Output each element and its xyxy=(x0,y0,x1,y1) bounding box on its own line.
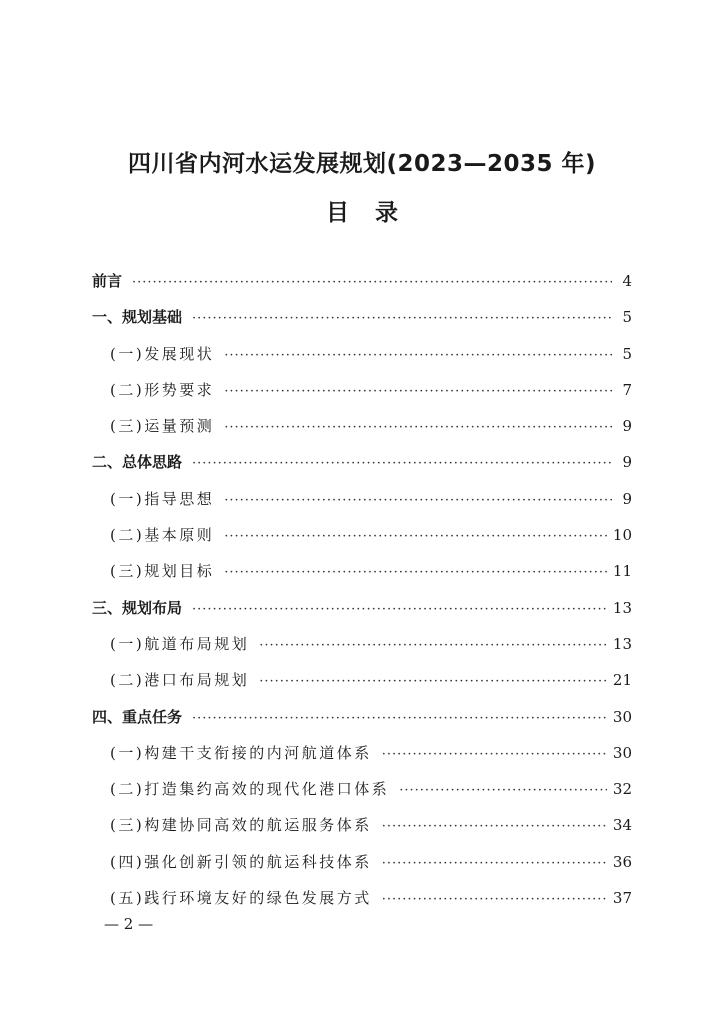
toc-entry-label: (三)运量预测 xyxy=(110,417,215,436)
toc-entry-page-number: 9 xyxy=(622,489,632,508)
toc-entry-page-number: 11 xyxy=(612,562,632,581)
toc-entry-page-number: 5 xyxy=(622,344,632,363)
toc-entry-page-number: 32 xyxy=(612,780,632,799)
toc-entry-label: (二)港口布局规划 xyxy=(110,671,250,690)
toc-section-entry[interactable] xyxy=(92,451,632,487)
toc-entry-page-number: 9 xyxy=(622,453,632,472)
toc-entry-label: (二)基本原则 xyxy=(110,526,215,545)
toc-heading: 目录 xyxy=(326,200,424,226)
toc-subsection-entry[interactable] xyxy=(92,560,632,596)
toc-entry-label: (一)指导思想 xyxy=(110,489,215,508)
toc-entry-label: (二)打造集约高效的现代化港口体系 xyxy=(110,780,390,799)
toc-entry-page-number: 9 xyxy=(622,417,632,436)
toc-entry-page-number: 30 xyxy=(612,707,632,726)
toc-entry-label: 二、总体思路 xyxy=(92,453,183,472)
toc-subsection-entry[interactable] xyxy=(92,415,632,451)
toc-entry-page-number: 37 xyxy=(612,889,632,908)
toc-entry-page-number: 21 xyxy=(612,671,632,690)
toc-leader-dots xyxy=(382,819,607,834)
toc-entry-label: (一)构建干支衔接的内河航道体系 xyxy=(110,743,372,762)
toc-leader-dots xyxy=(132,275,612,290)
document-title: 四川省内河水运发展规划(2023—2035 年) xyxy=(127,151,597,177)
toc-entry-page-number: 5 xyxy=(622,308,632,327)
toc-leader-dots xyxy=(192,311,612,326)
toc-entry-label: 四、重点任务 xyxy=(92,707,183,726)
toc-entry-label: 三、规划布局 xyxy=(92,598,183,617)
toc-subsection-entry[interactable] xyxy=(92,887,632,923)
toc-entry-label: (二)形势要求 xyxy=(110,380,215,399)
toc-leader-dots xyxy=(192,602,607,617)
toc-entry-label: (三)构建协同高效的航运服务体系 xyxy=(110,816,372,835)
toc-leader-dots xyxy=(224,529,607,544)
toc-entry-label: (四)强化创新引领的航运科技体系 xyxy=(110,852,372,871)
toc-entry-page-number: 13 xyxy=(612,598,632,617)
toc-entry-label: (一)航道布局规划 xyxy=(110,634,250,653)
toc-subsection-entry[interactable] xyxy=(92,851,632,887)
toc-leader-dots xyxy=(224,565,607,580)
toc-leader-dots xyxy=(399,783,607,798)
toc-entry-label: (三)规划目标 xyxy=(110,562,215,581)
toc-entry-label: (一)发展现状 xyxy=(110,344,215,363)
toc-leader-dots xyxy=(192,456,612,471)
toc-entry-page-number: 36 xyxy=(612,852,632,871)
toc-leader-dots xyxy=(382,856,607,871)
toc-subsection-entry[interactable] xyxy=(92,524,632,560)
toc-entry-page-number: 4 xyxy=(622,272,632,290)
toc-subsection-entry[interactable] xyxy=(92,488,632,524)
table-of-contents xyxy=(92,270,632,923)
toc-subsection-entry[interactable] xyxy=(92,778,632,814)
toc-leader-dots xyxy=(192,711,607,726)
toc-leader-dots xyxy=(382,747,607,762)
toc-entry-page-number: 10 xyxy=(612,526,632,545)
toc-leader-dots xyxy=(382,892,607,907)
toc-leader-dots xyxy=(224,384,612,399)
toc-entry-label: 前言 xyxy=(92,272,123,290)
toc-subsection-entry[interactable] xyxy=(92,633,632,669)
toc-section-entry[interactable] xyxy=(92,306,632,342)
toc-section-entry[interactable] xyxy=(92,706,632,742)
toc-subsection-entry[interactable] xyxy=(92,343,632,379)
toc-leader-dots xyxy=(224,348,612,363)
toc-entry-page-number: 7 xyxy=(622,380,632,399)
toc-subsection-entry[interactable] xyxy=(92,669,632,705)
page-number-footer: — 2 — xyxy=(104,915,154,933)
toc-entry-page-number: 30 xyxy=(612,743,632,762)
toc-leader-dots xyxy=(224,493,612,508)
toc-entry-label: (五)践行环境友好的绿色发展方式 xyxy=(110,889,372,908)
toc-subsection-entry[interactable] xyxy=(92,379,632,415)
toc-entry-page-number: 34 xyxy=(612,816,632,835)
toc-subsection-entry[interactable] xyxy=(92,742,632,778)
toc-leader-dots xyxy=(224,420,612,435)
toc-subsection-entry[interactable] xyxy=(92,814,632,850)
toc-section-entry[interactable] xyxy=(92,597,632,633)
toc-leader-dots xyxy=(259,674,607,689)
toc-section-entry[interactable] xyxy=(92,270,632,306)
toc-entry-label: 一、规划基础 xyxy=(92,308,183,327)
toc-entry-page-number: 13 xyxy=(612,634,632,653)
toc-leader-dots xyxy=(259,638,607,653)
